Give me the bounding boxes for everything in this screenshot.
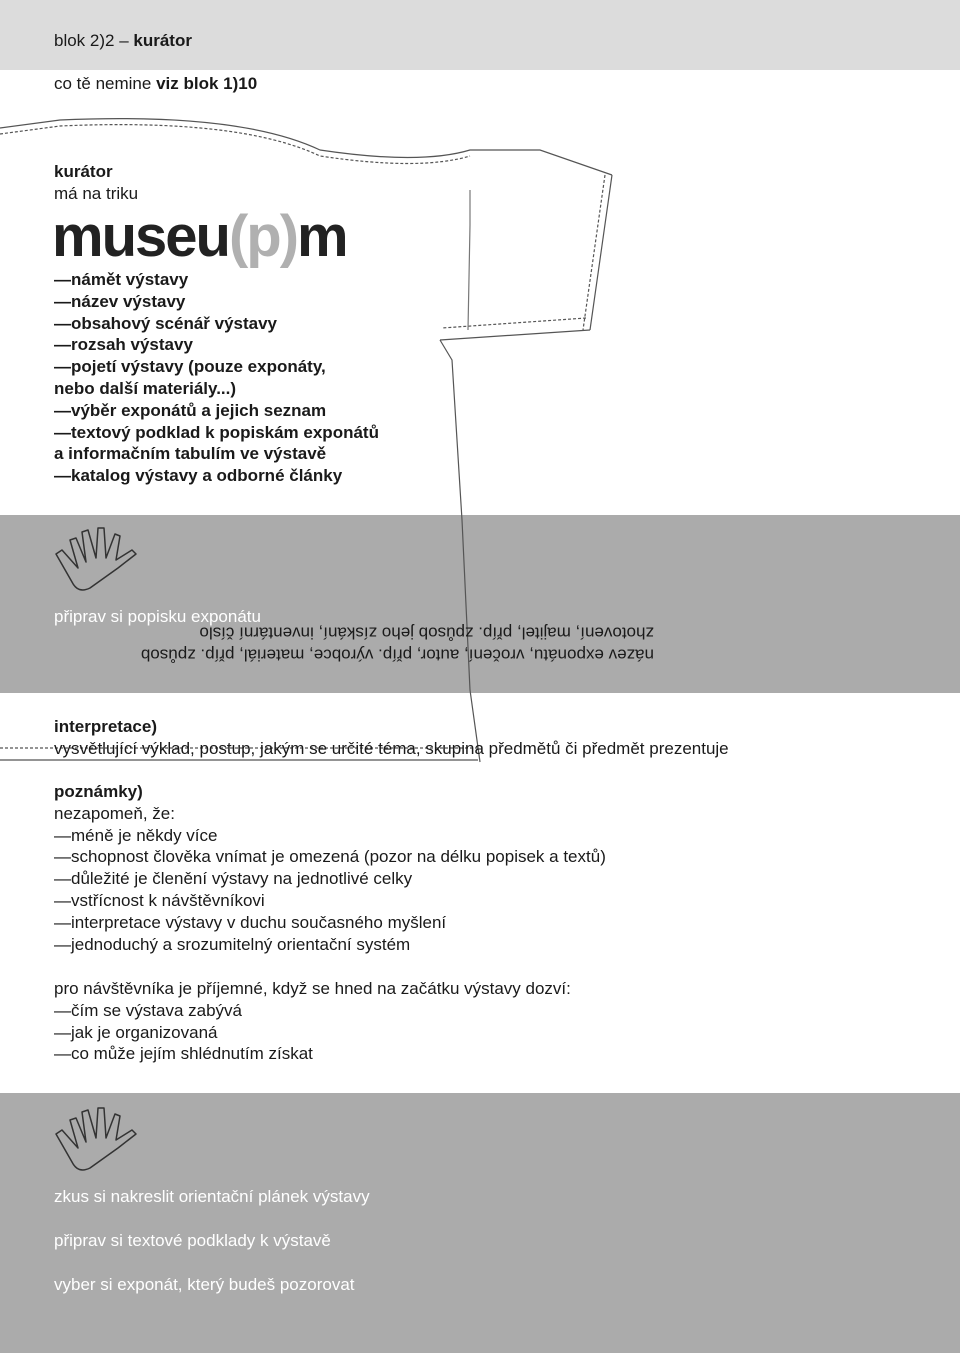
intro-line	[54, 73, 257, 95]
note-item: —schopnost člověka vnímat je omezená (pozor na délku popisek a textů)	[54, 847, 606, 867]
curator-heading-block	[54, 161, 138, 205]
brand-part-2: m	[297, 204, 347, 269]
interpretation-heading: interpretace)	[54, 717, 157, 736]
intro-text: co tě nemine	[54, 74, 157, 93]
note-item: —méně je někdy více	[54, 825, 218, 845]
curator-heading: kurátor	[54, 162, 113, 181]
duty-item: —textový podklad k popiskám exponátů	[54, 422, 379, 442]
hand-icon	[50, 524, 140, 600]
duty-item: —výběr exponátů a jejich seznam	[54, 400, 327, 420]
duty-item: nebo další materiály...)	[54, 378, 237, 398]
notes-heading: poznámky)	[54, 782, 143, 801]
task-list-2	[54, 1186, 370, 1318]
note-item: —interpretace výstavy v duchu současného myšlení	[54, 912, 447, 932]
duties-list	[54, 269, 379, 487]
intro-reference: viz blok 1)10	[156, 74, 258, 93]
notes-lead: nezapomeň, že:	[54, 803, 175, 823]
curator-subheading: má na triku	[54, 183, 139, 203]
visitor-section	[54, 978, 571, 1065]
task-item: zkus si nakreslit orientační plánek výstavy	[54, 1187, 370, 1206]
visitor-item: —co může jejím shlédnutím získat	[54, 1044, 313, 1064]
interpretation-section	[54, 716, 729, 760]
duty-item: —katalog výstavy a odborné články	[54, 466, 343, 486]
header-line	[54, 30, 192, 52]
duty-item: —název výstavy	[54, 291, 186, 311]
duty-item: a informačním tabulím ve výstavě	[54, 444, 327, 464]
note-item: —důležité je členění výstavy na jednotlivé celky	[54, 869, 413, 889]
task-item: připrav si textové podklady k výstavě	[54, 1231, 331, 1250]
block-number: blok 2)2 –	[54, 31, 134, 50]
upside-line: zhotovení, majitel, příp. způsob jeho získání, inventární číslo	[199, 623, 654, 643]
hand-icon	[50, 1104, 140, 1180]
visitor-item: —čím se výstava zabývá	[54, 1000, 243, 1020]
interpretation-text: vysvětlující výklad, postup, jakým se určité téma, skupina předmětů či předmět prezentuje	[54, 738, 729, 758]
task-item: vyber si exponát, který budeš pozorovat	[54, 1275, 355, 1294]
upside-line: název exponátu, vročení, autor, příp. výrobce, materiál, příp. způsob	[140, 645, 654, 665]
visitor-lead: pro návštěvníka je příjemné, když se hned na začátku výstavy dozví:	[54, 979, 571, 998]
upside-down-label-text	[54, 622, 654, 666]
visitor-item: —jak je organizovaná	[54, 1022, 218, 1042]
museum-brand-title	[52, 203, 347, 271]
note-item: —jednoduchý a srozumitelný orientační systém	[54, 934, 411, 954]
brand-paren: (p)	[228, 204, 298, 269]
block-title: kurátor	[133, 31, 192, 50]
duty-item: —obsahový scénář výstavy	[54, 313, 278, 333]
task-prepare-label: připrav si popisku exponátu	[54, 607, 261, 626]
duty-item: —pojetí výstavy (pouze exponáty,	[54, 357, 326, 377]
notes-section	[54, 781, 606, 955]
duty-item: —námět výstavy	[54, 270, 189, 289]
duty-item: —rozsah výstavy	[54, 335, 193, 355]
task-band-1	[0, 515, 960, 693]
note-item: —vstřícnost k návštěvníkovi	[54, 890, 265, 910]
brand-part-1: museu	[52, 204, 229, 269]
